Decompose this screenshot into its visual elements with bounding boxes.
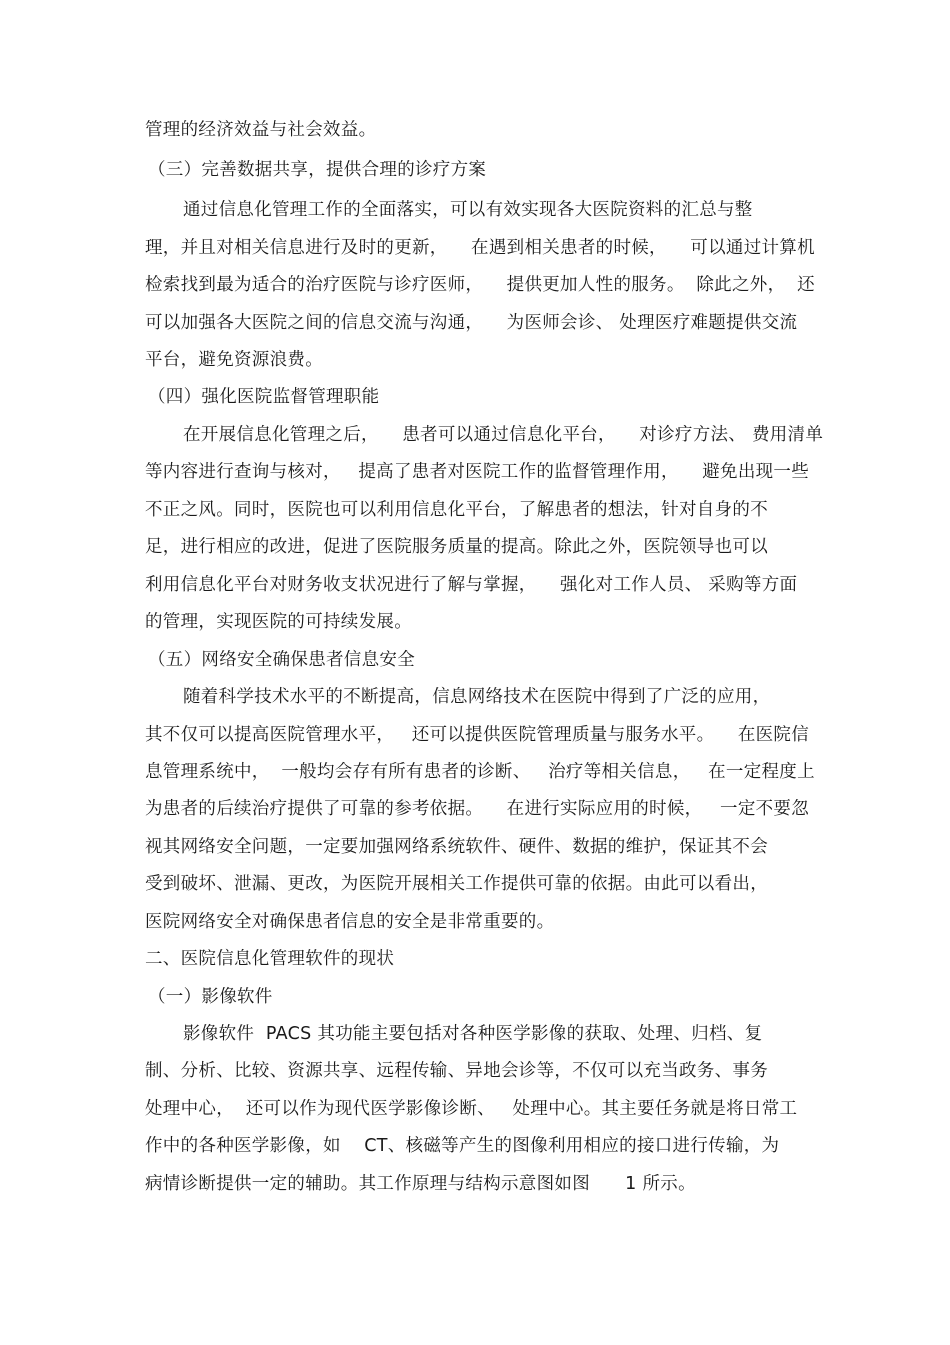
paragraph-line: 随着科学技术水平的不断提高，信息网络技术在医院中得到了广泛的应用， xyxy=(183,687,771,707)
paragraph-line: 利用信息化平台对财务收支状况进行了解与掌握， 强化对工作人员、 采购等方面 xyxy=(145,575,798,595)
paragraph-line: 其不仅可以提高医院管理水平， 还可以提供医院管理质量与服务水平。 在医院信 xyxy=(145,725,810,745)
paragraph-line: 作中的各种医学影像，如 CT、核磁等产生的图像利用相应的接口进行传输，为 xyxy=(145,1136,780,1156)
paragraph-line: 管理的经济效益与社会效益。 xyxy=(145,120,377,140)
paragraph-line: 可以加强各大医院之间的信息交流与沟通， 为医师会诊、 处理医疗难题提供交流 xyxy=(145,313,798,333)
paragraph-line: 通过信息化管理工作的全面落实，可以有效实现各大医院资料的汇总与整 xyxy=(183,200,753,220)
section-heading: （五）网络安全确保患者信息安全 xyxy=(148,650,415,670)
paragraph-line: 平台，避免资源浪费。 xyxy=(145,350,323,370)
paragraph-line: 制、分析、比较、资源共享、远程传输、异地会诊等，不仅可以充当政务、事务 xyxy=(145,1061,768,1081)
section-heading: （三）完善数据共享，提供合理的诊疗方案 xyxy=(148,160,487,180)
paragraph-line: 足，进行相应的改进，促进了医院服务质量的提高。除此之外，医院领导也可以 xyxy=(145,537,768,557)
section-heading: （四）强化医院监督管理职能 xyxy=(148,387,380,407)
paragraph-line: 视其网络安全问题，一定要加强网络系统软件、硬件、数据的维护，保证其不会 xyxy=(145,837,768,857)
paragraph-line: 的管理，实现医院的可持续发展。 xyxy=(145,612,412,632)
paragraph-line: 影像软件 PACS 其功能主要包括对各种医学影像的获取、处理、归档、复 xyxy=(183,1024,763,1044)
paragraph-line: 不正之风。同时，医院也可以利用信息化平台，了解患者的想法，针对自身的不 xyxy=(145,500,768,520)
paragraph-line: 受到破坏、泄漏、更改，为医院开展相关工作提供可靠的依据。由此可以看出， xyxy=(145,874,768,894)
paragraph-line: 理，并且对相关信息进行及时的更新， 在遇到相关患者的时候， 可以通过计算机 xyxy=(145,238,815,258)
chapter-heading: 二、医院信息化管理软件的现状 xyxy=(145,949,395,969)
paragraph-line: 医院网络安全对确保患者信息的安全是非常重要的。 xyxy=(145,912,555,932)
paragraph-line: 处理中心， 还可以作为现代医学影像诊断、 处理中心。其主要任务就是将日常工 xyxy=(145,1099,798,1119)
paragraph-line: 在开展信息化管理之后， 患者可以通过信息化平台， 对诊疗方法、 费用清单 xyxy=(183,425,824,445)
section-heading: （一）影像软件 xyxy=(148,987,273,1007)
paragraph-line: 为患者的后续治疗提供了可靠的参考依据。 在进行实际应用的时候， 一定不要忽 xyxy=(145,799,810,819)
paragraph-line: 等内容进行查询与核对， 提高了患者对医院工作的监督管理作用， 避免出现一些 xyxy=(145,462,810,482)
paragraph-line: 息管理系统中， 一般均会存有所有患者的诊断、 治疗等相关信息， 在一定程度上 xyxy=(145,762,815,782)
paragraph-line: 检索找到最为适合的治疗医院与诊疗医师， 提供更加人性的服务。 除此之外， 还 xyxy=(145,275,815,295)
paragraph-line: 病情诊断提供一定的辅助。其工作原理与结构示意图如图 1 所示。 xyxy=(145,1174,696,1194)
